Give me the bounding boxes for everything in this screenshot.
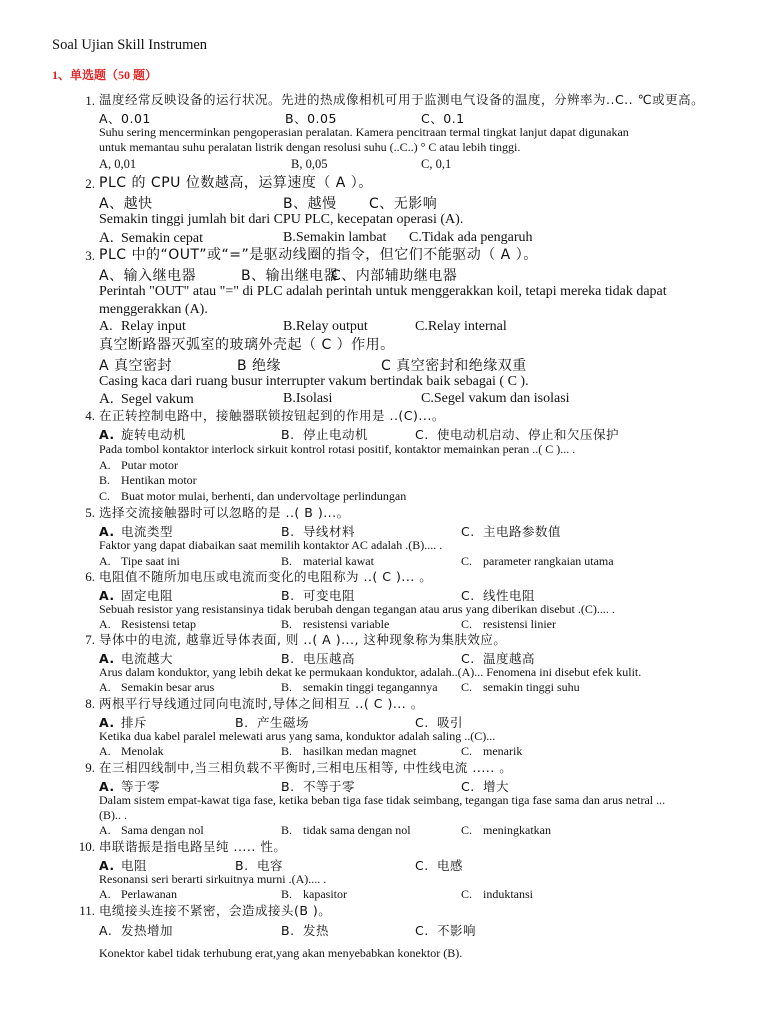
option-c: C. 电感 bbox=[415, 858, 464, 873]
option-a: A、越快 bbox=[99, 196, 153, 212]
question-text-id: Faktor yang dapat diabaikan saat memilih kontaktor AC adalah .(B).... . bbox=[99, 538, 443, 552]
option-a: A. Menolak bbox=[99, 744, 164, 758]
option-c: C. 温度越高 bbox=[461, 651, 536, 666]
option-c: C、0.1 bbox=[421, 111, 465, 126]
option-c: C. induktansi bbox=[461, 887, 533, 901]
question-number: 7. bbox=[85, 632, 95, 647]
options-zh bbox=[99, 265, 749, 284]
option-b: B、0.05 bbox=[285, 111, 337, 126]
option-a: A. 旋转电动机 bbox=[99, 427, 187, 442]
options-zh bbox=[99, 921, 749, 937]
option-c: C. meningkatkan bbox=[461, 823, 551, 837]
option-b: B 绝缘 bbox=[237, 358, 282, 374]
option-b: B. 电压越高 bbox=[281, 651, 356, 666]
question-text-zh: 电阻值不随所加电压或电流而变化的电阻称为 ..( C )... 。 bbox=[99, 569, 433, 584]
section-title: 1、单选题（50 题） bbox=[52, 68, 158, 82]
question-text-id: Pada tombol kontaktor interlock sirkuit kontrol rotasi positif, kontaktor memainkan peran ..( C )... . bbox=[99, 442, 576, 456]
question-text-id: Dalam sistem empat-kawat tiga fase, ketika beban tiga fase tidak seimbang, tegangan tiga fase sama dan arus netral ... bbox=[99, 793, 666, 807]
option-c: C. parameter rangkaian utama bbox=[461, 554, 614, 568]
option-a: A. 电流类型 bbox=[99, 524, 174, 539]
question-number: 1. bbox=[85, 93, 95, 108]
option-c: C.Segel vakum dan isolasi bbox=[421, 391, 570, 406]
question-number: 2. bbox=[85, 176, 95, 191]
option-a: A. Perlawanan bbox=[99, 887, 177, 901]
option-b: B. material kawat bbox=[281, 554, 374, 568]
option-a: A. Semakin besar arus bbox=[99, 680, 215, 694]
option-b: B. semakin tinggi tegangannya bbox=[281, 680, 438, 694]
question-text-id: Konektor kabel tidak terhubung erat,yang akan menyebabkan konektor (B). bbox=[99, 946, 463, 960]
question-number: 8. bbox=[85, 696, 95, 711]
question-text-zh: 选择交流接触器时可以忽略的是 ..( B )...。 bbox=[99, 505, 350, 520]
option-a: A. Semakin cepat bbox=[99, 230, 204, 246]
question-text-zh: 温度经常反映设备的运行状况。先进的热成像相机可用于监测电气设备的温度，分辨率为..C.. ℃或更高。 bbox=[99, 92, 705, 107]
question-text-zh: 电缆接头连接不紧密，会造成接头(B )。 bbox=[99, 903, 332, 918]
option-a: A. 固定电阻 bbox=[99, 588, 174, 603]
option-b: B. 发热 bbox=[281, 923, 330, 938]
option-c: C.Relay internal bbox=[415, 319, 507, 334]
option-b: B、越慢 bbox=[283, 196, 337, 212]
option-c: C. semakin tinggi suhu bbox=[461, 680, 580, 694]
option-a: A. Resistensi tetap bbox=[99, 617, 196, 631]
option-b: B. 产生磁场 bbox=[235, 715, 310, 730]
options-id bbox=[99, 230, 749, 246]
question-number: 5. bbox=[85, 505, 95, 520]
question-text-id: Semakin tinggi jumlah bit dari CPU PLC, kecepatan operasi (A). bbox=[99, 212, 464, 227]
question-number: 10. bbox=[78, 839, 95, 854]
option-b: B. tidak sama dengan nol bbox=[281, 823, 411, 837]
option-b: B. kapasitor bbox=[281, 887, 347, 901]
option-a: A. Sama dengan nol bbox=[99, 823, 204, 837]
options-id bbox=[99, 680, 749, 696]
question-text-id: Perintah "OUT" atau "=" di PLC adalah perintah untuk menggerakkan koil, tetapi mereka tidak dapat bbox=[99, 284, 667, 299]
option-b: B、输出继电器 bbox=[241, 268, 339, 284]
option-a: A. Tipe saat ini bbox=[99, 554, 180, 568]
question-text-id: Arus dalam konduktor, yang lebih dekat ke permukaan konduktor, adalah..(A)... Fenomena ini disebut efek kulit. bbox=[99, 665, 642, 679]
options-id bbox=[99, 617, 749, 633]
option-b: B. hasilkan medan magnet bbox=[281, 744, 417, 758]
option-a: A. 等于零 bbox=[99, 779, 161, 794]
question-text-id: untuk memantau suhu peralatan listrik dengan resolusi suhu (..C..) ° C atau lebih tinggi. bbox=[99, 140, 521, 154]
question-text-zh: PLC 中的“OUT”或“=”是驱动线圈的指令，但它们不能驱动（ A ）。 bbox=[99, 247, 538, 263]
question-text-zh: 在正转控制电路中，接触器联锁按钮起到的作用是 ..(C)...。 bbox=[99, 408, 445, 423]
list-item: C. Buat motor mulai, berhenti, dan undervoltage perlindungan bbox=[99, 489, 407, 503]
option-a: A. 电流越大 bbox=[99, 651, 174, 666]
option-c: C、无影响 bbox=[369, 196, 438, 212]
question-text-zh: 在三相四线制中,当三相负载不平衡时,三相电压相等, 中性线电流 ..... 。 bbox=[99, 760, 513, 775]
option-c: C. menarik bbox=[461, 744, 523, 758]
option-a: A、0.01 bbox=[99, 111, 151, 126]
option-b: B.Relay output bbox=[283, 319, 368, 334]
option-b: B. 停止电动机 bbox=[281, 427, 369, 442]
options-id bbox=[99, 157, 749, 173]
option-c: C, 0,1 bbox=[421, 157, 452, 171]
option-b: B. 导线材料 bbox=[281, 524, 356, 539]
options-id bbox=[99, 319, 749, 335]
options-zh bbox=[99, 425, 749, 441]
question-text-id: menggerakkan (A). bbox=[99, 302, 208, 317]
option-c: C. resistensi linier bbox=[461, 617, 556, 631]
question-number: 6. bbox=[85, 569, 95, 584]
options-zh bbox=[99, 856, 749, 872]
option-b: B. 电容 bbox=[235, 858, 284, 873]
option-b: B. resistensi variable bbox=[281, 617, 390, 631]
options-id bbox=[99, 744, 749, 760]
question-text-zh: 真空断路器灭弧室的玻璃外壳起（ C ）作用。 bbox=[99, 337, 395, 353]
option-c: C 真空密封和绝缘双重 bbox=[381, 358, 527, 374]
options-zh bbox=[99, 522, 749, 538]
option-a: A. 发热增加 bbox=[99, 923, 174, 938]
option-a: A. Relay input bbox=[99, 319, 186, 334]
option-b: B.Isolasi bbox=[283, 391, 333, 406]
option-c: C. 使电动机启动、停止和欠压保护 bbox=[415, 427, 620, 442]
question-text-id: Resonansi seri berarti sirkuitnya murni .(A).... . bbox=[99, 872, 327, 886]
question-text-zh: PLC 的 CPU 位数越高，运算速度（ A ）。 bbox=[99, 175, 373, 191]
question-text-id: Casing kaca dari ruang busur interrupter vakum bertindak baik sebagai ( C ). bbox=[99, 374, 529, 389]
options-id bbox=[99, 554, 749, 570]
option-b: B.Semakin lambat bbox=[283, 230, 387, 245]
option-c: C. 线性电阻 bbox=[461, 588, 536, 603]
question-text-zh: 两根平行导线通过同向电流时,导体之间相互 ..( C )... 。 bbox=[99, 696, 424, 711]
option-a: A, 0,01 bbox=[99, 157, 137, 171]
question-number: 4. bbox=[85, 408, 95, 423]
options-id bbox=[99, 391, 749, 407]
option-a: A、输入继电器 bbox=[99, 268, 197, 284]
question-number: 11. bbox=[79, 903, 95, 918]
options-zh bbox=[99, 109, 749, 125]
option-c: C.Tidak ada pengaruh bbox=[409, 230, 533, 245]
option-a: A 真空密封 bbox=[99, 358, 173, 374]
question-number: 3. bbox=[85, 248, 95, 263]
option-b: B. 不等于零 bbox=[281, 779, 356, 794]
question-text-id: Suhu sering mencerminkan pengoperasian peralatan. Kamera pencitraan termal tingkat lanjut dapat digunakan bbox=[99, 125, 629, 139]
question-text-zh: 导体中的电流, 越靠近导体表面, 则 ..( A )..., 这种现象称为集肤效应。 bbox=[99, 632, 507, 647]
question-text-zh: 串联谐振是指电路呈纯 ..... 性。 bbox=[99, 839, 287, 854]
options-id bbox=[99, 823, 749, 839]
list-item: B. Hentikan motor bbox=[99, 473, 197, 487]
option-c: C. 吸引 bbox=[415, 715, 464, 730]
question-text-id: Ketika dua kabel paralel melewati arus yang sama, konduktor adalah saling ..(C)... bbox=[99, 729, 496, 743]
question-number: 9. bbox=[85, 760, 95, 775]
options-zh bbox=[99, 649, 749, 665]
option-b: B. 可变电阻 bbox=[281, 588, 356, 603]
question-text-id: Sebuah resistor yang resistansinya tidak berubah dengan tegangan atau arus yang diberikan disebut .(C).... . bbox=[99, 602, 615, 616]
option-c: C. 增大 bbox=[461, 779, 510, 794]
option-a: A. Segel vakum bbox=[99, 391, 194, 407]
options-zh bbox=[99, 355, 749, 374]
list-item: A. Putar motor bbox=[99, 458, 178, 472]
option-c: C. 主电路参数值 bbox=[461, 524, 562, 539]
options-zh bbox=[99, 713, 749, 729]
option-c: C、内部辅助继电器 bbox=[331, 268, 458, 284]
option-b: B, 0,05 bbox=[291, 157, 328, 171]
option-a: A. 排斥 bbox=[99, 715, 148, 730]
option-a: A. 电阻 bbox=[99, 858, 148, 873]
options-zh bbox=[99, 777, 749, 793]
option-c: C. 不影响 bbox=[415, 923, 477, 938]
question-text-id: (B).. . bbox=[99, 808, 127, 822]
options-zh bbox=[99, 586, 749, 602]
options-zh bbox=[99, 193, 749, 212]
doc-title: Soal Ujian Skill Instrumen bbox=[52, 37, 208, 53]
options-id bbox=[99, 887, 749, 903]
